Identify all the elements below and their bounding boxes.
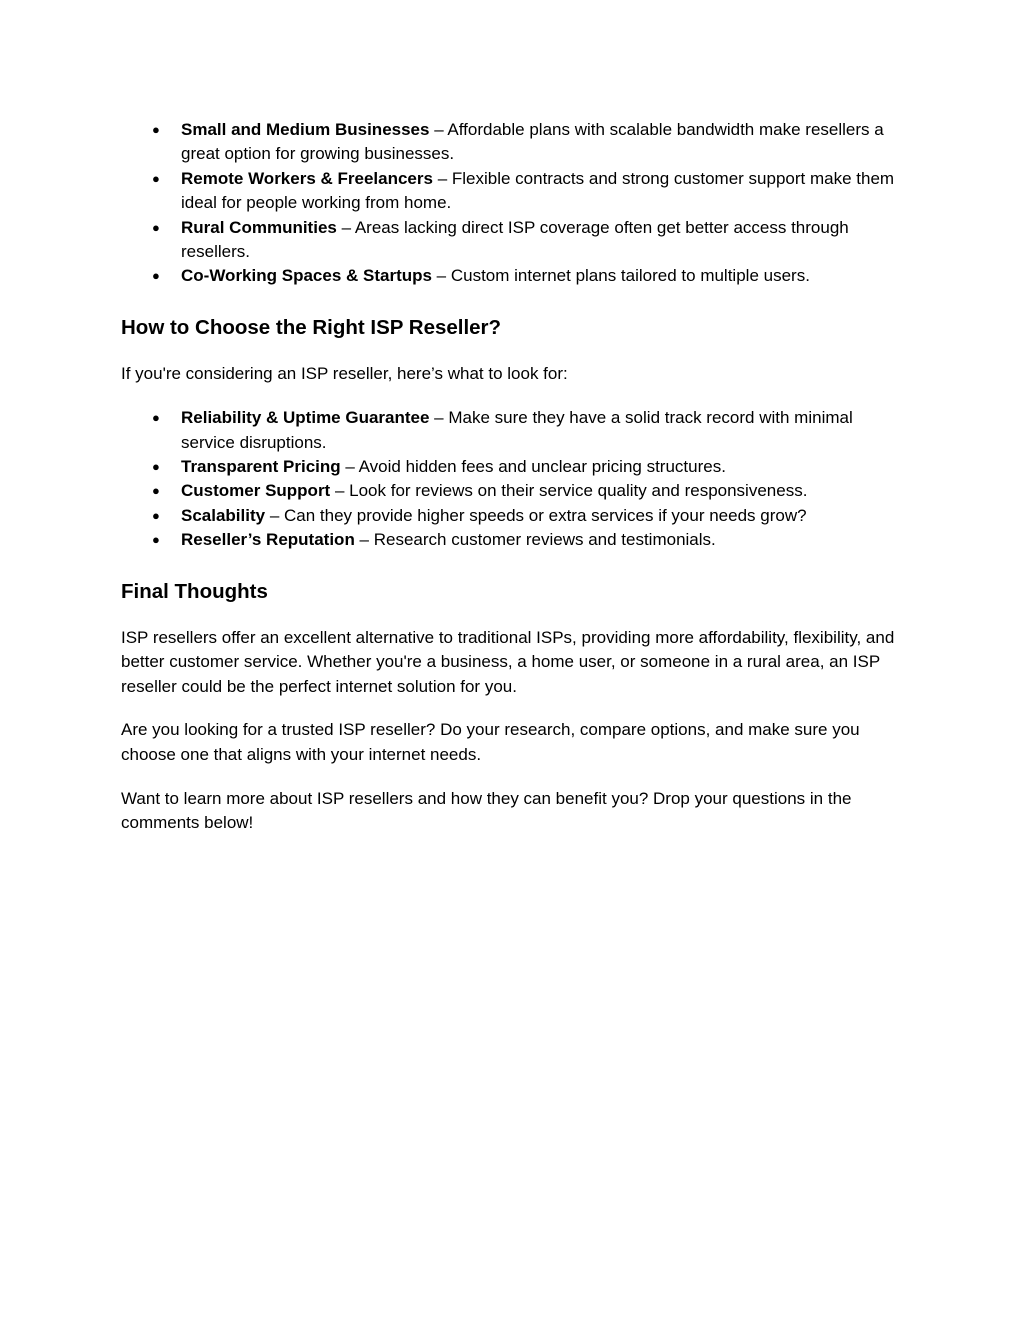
bullet-icon: ● [152, 122, 160, 137]
list-item [121, 504, 901, 528]
list-item-desc: – Flexible contracts and strong customer support make them ideal for people working from home. [181, 168, 895, 213]
document-page [121, 117, 901, 836]
section-intro: If you're considering an ISP reseller, here’s what to look for: [121, 363, 568, 383]
paragraph: ISP resellers offer an excellent alternative to traditional ISPs, providing more affordability, flexibility, and better customer service. Whether you're a business, a home user, or someone in a rural area, an ISP reseller could be the perfect internet solution for you. [121, 627, 895, 696]
bullet-icon: ● [152, 219, 160, 235]
list-item-desc: – Avoid hidden fees and unclear pricing structures. [340, 457, 726, 477]
bullet-icon: ● [152, 459, 160, 475]
section-heading-final: Final Thoughts [121, 579, 268, 603]
list-item-term: Reliability & Uptime Guarantee [181, 408, 430, 428]
list-item-desc: – Can they provide higher speeds or extra services if your needs grow? [265, 505, 807, 525]
list-item [121, 167, 901, 216]
list-item-term: Rural Communities [181, 217, 337, 237]
bullet-icon: ● [152, 532, 160, 548]
list-item-desc: – Make sure they have a solid track record with minimal service disruptions. [181, 408, 853, 452]
list-item-term: Co-Working Spaces & Startups [181, 266, 432, 286]
list-item-term: Small and Medium Businesses [181, 120, 430, 139]
list-item [121, 479, 901, 503]
list-item-term: Remote Workers & Freelancers [181, 168, 433, 188]
audience-list [121, 118, 901, 289]
list-item-term: Transparent Pricing [181, 457, 341, 477]
list-item [121, 118, 901, 167]
bullet-icon: ● [152, 410, 160, 426]
section-heading-choose: How to Choose the Right ISP Reseller? [121, 315, 502, 339]
list-item-desc: – Research customer reviews and testimonials. [354, 530, 716, 550]
list-item [121, 264, 901, 288]
criteria-list [121, 406, 901, 552]
bullet-icon: ● [152, 483, 160, 499]
bullet-icon: ● [152, 170, 160, 186]
paragraph: Want to learn more about ISP resellers and how they can benefit you? Drop your questions in the comments below! [121, 788, 852, 833]
paragraph: Are you looking for a trusted ISP reseller? Do your research, compare options, and make sure you choose one that aligns with your internet needs. [121, 720, 860, 764]
list-item [121, 216, 901, 265]
list-item-term: Reseller’s Reputation [181, 530, 355, 550]
list-item-desc: – Look for reviews on their service quality and responsiveness. [330, 481, 808, 501]
bullet-icon: ● [152, 268, 160, 284]
list-item-desc: – Affordable plans with scalable bandwidth make resellers a great option for growing businesses. [181, 120, 884, 164]
list-item-desc: – Areas lacking direct ISP coverage often get better access through resellers. [181, 217, 849, 262]
list-item [121, 406, 901, 455]
list-item [121, 455, 901, 479]
list-item-term: Customer Support [181, 481, 331, 501]
list-item-term: Scalability [181, 505, 266, 525]
list-item-desc: – Custom internet plans tailored to multiple users. [431, 266, 810, 286]
list-item [121, 528, 901, 552]
bullet-icon: ● [152, 507, 160, 523]
